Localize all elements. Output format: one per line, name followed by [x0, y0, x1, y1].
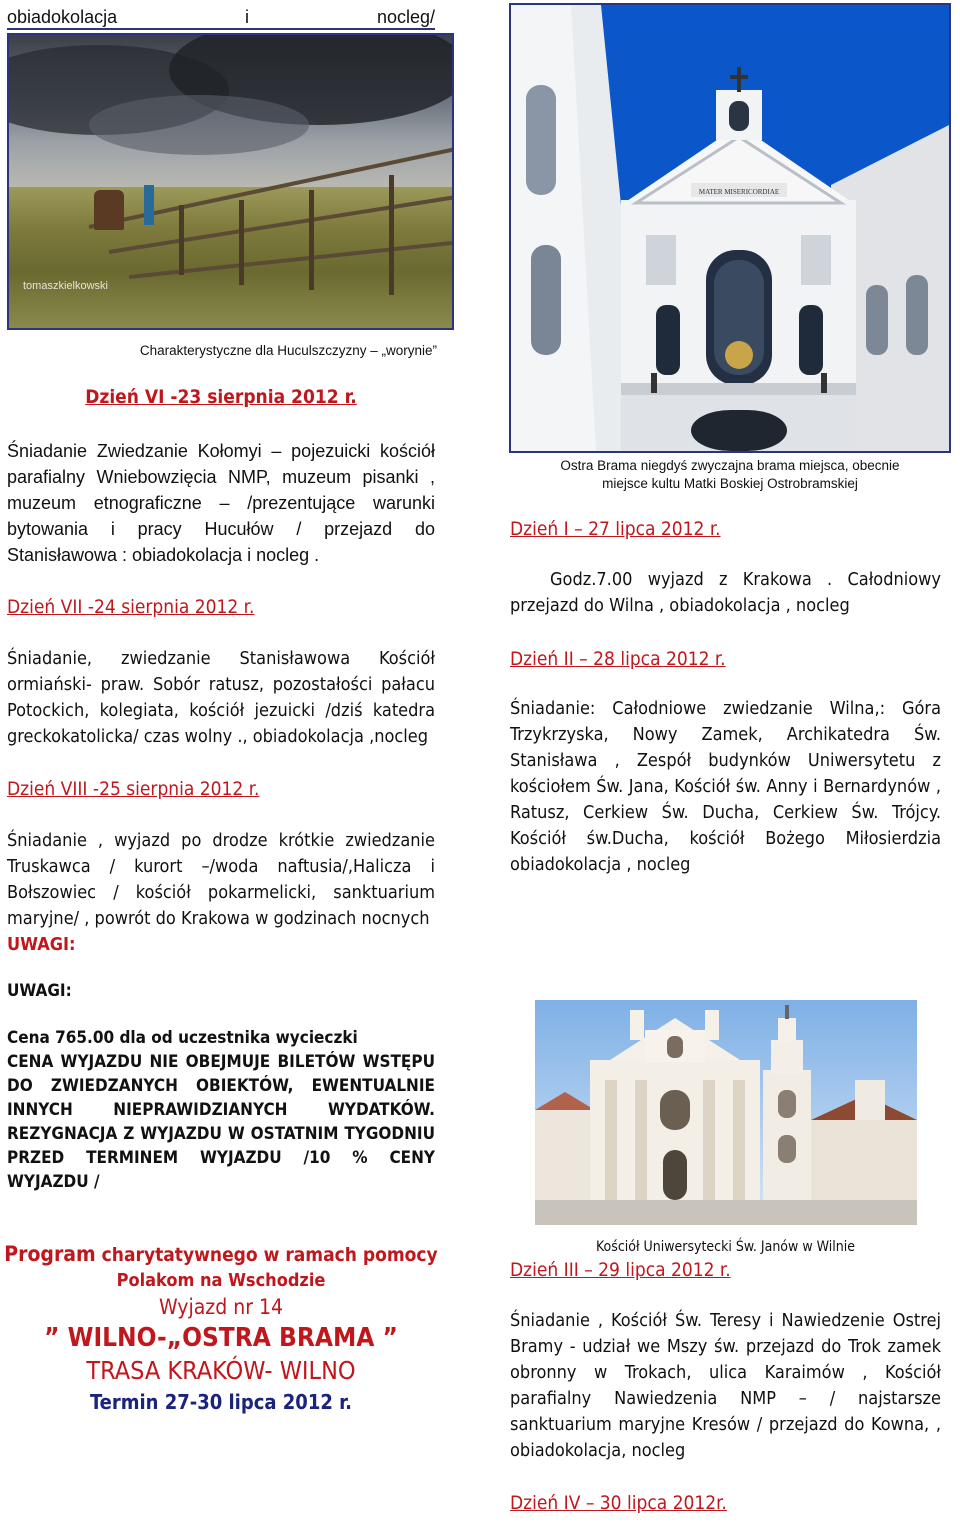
- day2-text: Śniadanie: Całodniowe zwiedzanie Wilna,: Góra Trzykrzyska, Nowy Zamek, Archikatedra Św. Stanisława , Zespół budynków Uniwersytetu z kościołem Św. Jana, Kościół św. Anny i Bernardynów , Ratusz, Cerkiew Św. Ducha, Cerkiew Św. Trójcy. Kościół św.Ducha, kościół Bożego Miłosierdzia obiadokolacja , nocleg: [510, 698, 941, 875]
- uwagi-label: UWAGI:: [7, 981, 72, 1001]
- gate-illustration: [511, 5, 949, 451]
- header-line: [7, 6, 435, 30]
- program-line2: Polakom na Wschodzie: [116, 1270, 326, 1291]
- day3-title: Dzień III – 29 lipca 2012 r.: [510, 1259, 731, 1281]
- program-word: Program: [4, 1242, 96, 1266]
- gate-photo: [509, 3, 951, 453]
- day1-title: Dzień I – 27 lipca 2012 r.: [510, 518, 721, 540]
- day6-text: Śniadanie Zwiedzanie Kołomyi – pojezuicki kościół parafialny Wniebowzięcia NMP, muzeum pisanki , muzeum etnograficzne – /prezentujące warunki bytowania i pracy Hucułów / przejazd do Stanisławowa : obiadokolacja i nocleg .: [7, 441, 435, 565]
- trip-name: ” WILNO-„OSTRA BRAMA ”: [44, 1323, 398, 1353]
- trip-number: Wyjazd nr 14: [158, 1295, 283, 1319]
- landscape-caption: Charakterystyczne dla Huculszczyzny – „worynie”: [139, 343, 437, 358]
- header-word-2: i: [245, 7, 250, 27]
- landscape-photo: [7, 33, 454, 330]
- day8-text: [7, 828, 435, 958]
- person-figure: [144, 185, 154, 225]
- day6-title: Dzień VI -23 sierpnia 2012 r.: [85, 386, 357, 408]
- header-word-3: nocleg/: [376, 7, 435, 27]
- day1-text: Godz.7.00 wyjazd z Krakowa . Całodniowy przejazd do Wilna , obiadokolacja , nocleg: [510, 569, 941, 616]
- day7-text: Śniadanie, zwiedzanie Stanisławowa Kościół ormiański- praw. Sobór ratusz, pozostałości pałacu Potockich, kolegiata, kościół jezuicki /dziś katedra greckokatolicka/ czas wolny ., obiadokolacja ,nocleg: [7, 648, 435, 747]
- day8-title: Dzień VIII -25 sierpnia 2012 r.: [7, 778, 260, 800]
- day4-title: Dzień IV – 30 lipca 2012r.: [510, 1492, 727, 1514]
- photo-watermark: tomaszkielkowski: [23, 280, 108, 292]
- program-heading: [0, 1240, 442, 1293]
- price-notice: CENA WYJAZDU NIE OBEJMUJE BILETÓW WSTĘPU DO ZWIEDZANYCH OBIEKTÓW, EWENTUALNIE INNYCH NIEPRAWIDZIANYCH WYDATKÓW. REZYGNACJA Z WYJAZDU W OSTATNIM TYGODNIU PRZED TERMINEM WYJAZDU /10 % CENY WYJAZDU /: [7, 1052, 435, 1192]
- rider-figure: [94, 190, 124, 230]
- price-line: Cena 765.00 dla od uczestnika wycieczki: [7, 1028, 358, 1048]
- gate-caption-line1: Ostra Brama niegdyś zwyczajna brama miejsca, obecnie: [560, 458, 900, 473]
- church-caption: Kościół Uniwersytecki Św. Janów w Wilnie: [596, 1239, 855, 1255]
- gate-caption-line2: miejsce kultu Matki Boskiej Ostrobramskiej: [602, 476, 858, 491]
- day8-body: Śniadanie , wyjazd po drodze krótkie zwiedzanie Truskawca / kurort –/woda naftusia/,Halicza i Bołszowiec / kościół pokarmelicki, sanktuarium maryjne/ , powrót do Krakowa w godzinach nocnych: [7, 830, 435, 929]
- trip-term: Termin 27-30 lipca 2012 r.: [90, 1390, 352, 1414]
- church-illustration: [535, 1000, 917, 1225]
- gate-sign: MATER MISERICORDIAE: [698, 188, 780, 196]
- program-line1: charytatywnego w ramach pomocy: [101, 1244, 438, 1266]
- day3-text: Śniadanie , Kościół Św. Teresy i Nawiedzenie Ostrej Bramy - udział we Mszy św. przejazd do Trok zamek obronny w Trokach, ulica Karaimów , Kościół parafialny Nawiedzenia NMP – / najstarsze sanktuarium maryjne Kresów / przejazd do Kowna, , obiadokolacja, nocleg: [510, 1310, 941, 1461]
- trip-route: TRASA KRAKÓW- WILNO: [86, 1356, 356, 1385]
- day2-title: Dzień II – 28 lipca 2012 r.: [510, 648, 726, 670]
- header-word-1: obiadokolacja: [7, 7, 118, 27]
- day7-title: Dzień VII -24 sierpnia 2012 r.: [7, 596, 255, 618]
- gate-caption: [509, 457, 951, 493]
- church-photo: [535, 1000, 917, 1225]
- day8-uwagi: UWAGI:: [7, 934, 76, 955]
